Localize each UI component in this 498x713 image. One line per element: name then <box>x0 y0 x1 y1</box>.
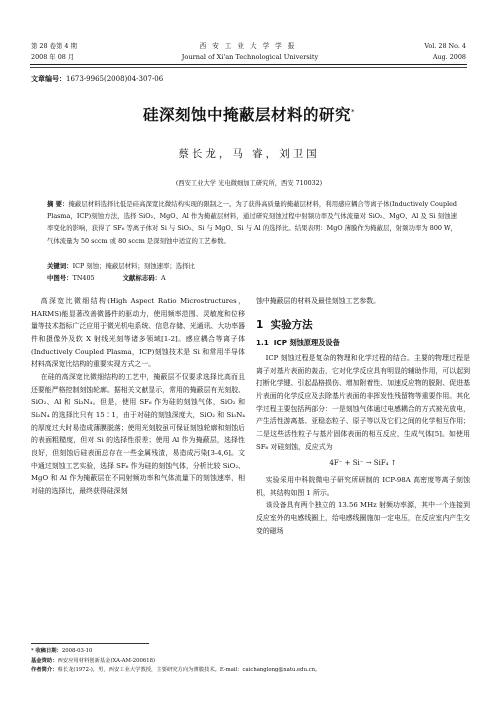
subsection-title: ICP 刻蚀原理及设备 <box>273 338 340 348</box>
author-bio-label: 作者简介： <box>31 667 58 674</box>
body-paragraph: 该设备具有两个独立的 13.56 MHz 射频功率源，其中一个连接到反应室外的电感线圈上，给电感线圈施加一定电压，在反应室内产生交变的磁场 <box>256 501 470 535</box>
doc-code-label: 文献标志码： <box>122 274 162 282</box>
paper-title-text: 硅深刻蚀中掩蔽层材料的研究 <box>142 106 351 124</box>
abstract <box>47 198 457 247</box>
abstract-label: 摘 要： <box>47 200 69 208</box>
body-column-left <box>31 295 245 498</box>
title-footnote-mark: * <box>351 107 355 116</box>
journal-name-en: Journal of Xi'an Technological University <box>181 52 319 61</box>
chemical-equation: 4F⁻ + Si⁻ → SiF₄ ↑ <box>329 459 397 468</box>
body-paragraph-continued: 蚀中掩蔽层的材料及最佳刻蚀工艺参数。 <box>256 297 381 305</box>
article-number <box>31 74 163 84</box>
section-title: 实验方法 <box>270 318 313 331</box>
footnote-author <box>31 666 471 676</box>
received-label: 收稿日期： <box>35 648 62 654</box>
author-bio-text: 蔡长龙(1972-)，男，西安工业大学教授，主要研究方向为薄膜技术。E-mail：caichanglong@xatu.edu.cn。 <box>57 667 321 674</box>
article-number-label: 文章编号： <box>31 75 66 83</box>
clc-value: TN405 <box>72 274 95 282</box>
subsection-number: 1.1 <box>256 338 269 348</box>
journal-name-cn: 西安工业大学学报 <box>199 42 301 50</box>
body-column-right <box>256 295 470 537</box>
classification <box>47 273 457 282</box>
header-rule-thick <box>30 64 467 65</box>
body-paragraph: 在硅的高深宽比微细结构的工艺中，掩蔽层不仅要求选择比高而且还要能严格控制刻蚀轮廓。据相关文献显示，常用的掩蔽层有光刻胶、SiO₂、Al 和 Si₃N₄。但是，使用 SF₆ 作为硅的刻蚀气体，SiO₂ 和 Si₃N₄ 的选择比只有 15∶1，由于对硅的刻蚀深度大，SiO₂ 和 Si₃N₄ 的厚度过大时易造成薄膜脱落；使用光刻胶虽可保证刻蚀轮廓和刻蚀后的表面粗糙度，但对 Si 的选择性很差；使用 Al 作为掩蔽层，选择性良好，但刻蚀后硅表面总存在一些金属残渣，易造成污染[3-4,6]。文中通过刻蚀工艺实验，选择 SF₆ 作为硅的刻蚀气体，分析比较 SiO₂、MgO 和 Al 作为掩蔽层在不同射频功率和气体流量下的刻蚀速率，相对硅的选择比，最终获得硅深刻 <box>31 372 245 495</box>
abstract-text: 掩蔽层材料选择比低是硅高深宽比微结构实现的限制之一。为了获得高质量的掩蔽层材料，利用感应耦合等离子体(Inductively Coupled Plasma，ICP)刻蚀方法，选择 SiO₂、MgO、Al 作为掩蔽层材料，通过研究刻蚀过程中射频功率及气体流量对 SiO₂、MgO、Al 及 Si 刻蚀速率变化的影响，获得了 SF₆ 等离子体对 Si 与 SiO₂、Si 与 MgO、Si 与 Al 的选择比。结果表明：MgO 薄膜作为掩蔽层，射频功率为 800 W，气体流量为 50 sccm 或 80 sccm 是深刻蚀中适宜的工艺参数。 <box>47 200 457 245</box>
header-volume-en: Vol. 28 No. 4 <box>424 42 466 50</box>
body-paragraph: 实验采用中科院微电子研究所研制的 ICP-98A 高密度等离子刻蚀机，其结构如图 1 所示。 <box>256 475 470 497</box>
header-journal <box>150 41 350 62</box>
keywords-label: 关键词： <box>47 262 73 270</box>
received-date: 2008-03-10 <box>61 648 93 654</box>
fund-label: 基金资助： <box>31 657 58 664</box>
footnote-received: * 收稿日期：2008-03-10 <box>31 648 93 654</box>
footnote-rule <box>31 643 149 644</box>
footnote-fund <box>31 657 471 667</box>
fund-text: 西安应用材料创新基金(XA-AM-200618) <box>57 657 156 664</box>
subsection-heading <box>256 337 470 350</box>
header-date: 2008 年 08 月 <box>31 52 75 61</box>
section-heading <box>256 319 470 332</box>
section-number: 1 <box>256 318 264 331</box>
header-volume-info <box>31 41 77 62</box>
header-volume-info-en <box>424 41 466 62</box>
clc-label: 中图号： <box>47 274 73 282</box>
body-paragraph: ICP 刻蚀过程是复杂的物理和化学过程的结合。主要的物理过程是离子对基片表面的轰击，它对化学反应具有明显的辅助作用，可以起到打断化学键、引起晶格损伤、增加附着性、加速反应物的脱附、促进基片表面的化学反应及去除基片表面的非挥发性残留物等重要作用。其化学过程主要包括两部分：一是刻蚀气体通过电感耦合的方式被光放电，产生活性游离基、亚稳态粒子、原子等以及它们之间的化学相互作用；二是这些活性粒子与基片固体表面的相互反应，生成气体[5]。如使用 SF₆ 对硅刻蚀，反应式为 <box>256 353 470 451</box>
paper-title <box>0 103 498 125</box>
header-date-en: Aug. 2008 <box>432 52 466 61</box>
keywords <box>47 261 457 270</box>
doc-code-value: A <box>161 274 166 282</box>
article-number-value: 1673-9965(2008)04-307-06 <box>66 75 164 83</box>
footnotes <box>31 647 471 676</box>
body-paragraph: 高深宽比微细结构(High Aspect Ratio Microstructures，HARMS)能显著改善微器件的驱动力，使用频率范围、灵敏度和位移量等技术指标广泛应用于微光机电系统、信息存储、光通讯、大功率器件和摄像外及软 X 射线光刻等诸多领域[1-2]。感应耦合等离子体(Inductively Coupled Plasma，ICP)刻蚀技术是 Si 和常用半导体材料高深宽比结构的重要实现方式之一。 <box>31 297 245 369</box>
header-rule-thin <box>30 67 467 68</box>
keywords-text: ICP 刻蚀；掩蔽层材料；刻蚀速率；选择比 <box>72 262 195 270</box>
author-list: 蔡长龙，马 睿，刘卫国 <box>178 148 320 160</box>
affiliation: (西安工业大学 光电微细加工研究所，西安 710032) <box>175 180 323 187</box>
header-volume: 第 28 卷第 4 期 <box>31 42 77 50</box>
